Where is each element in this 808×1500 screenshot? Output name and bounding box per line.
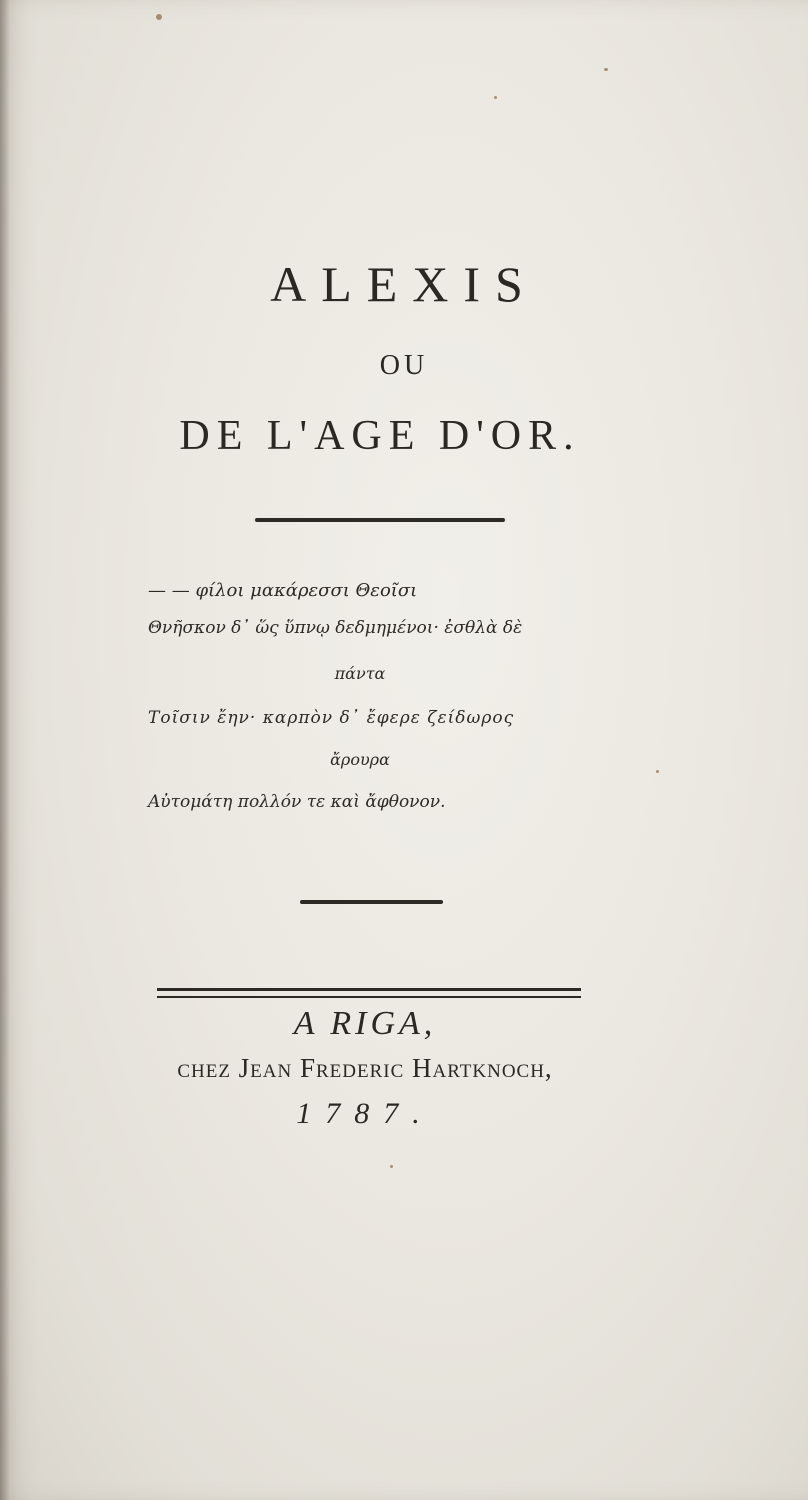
book-title: ALEXIS bbox=[270, 256, 538, 312]
epigraph-rule bbox=[300, 900, 443, 904]
paper-speck bbox=[656, 770, 659, 773]
title-conjunction: OU bbox=[379, 350, 429, 381]
paper-speck bbox=[604, 68, 608, 71]
paper-speck bbox=[390, 1165, 393, 1168]
epigraph-line-2-continuation: πάντα bbox=[334, 664, 386, 683]
epigraph-line-3-continuation: ἄρουρα bbox=[330, 750, 390, 769]
imprint-double-rule-bottom bbox=[157, 996, 581, 998]
epigraph-line-2: Θνῆσκον δ᾽ ὥς ὕπνῳ δεδμημένοι· ἐσθλὰ δὲ bbox=[148, 618, 523, 638]
imprint-double-rule-top bbox=[157, 988, 581, 991]
book-subtitle: DE L'AGE D'OR. bbox=[179, 413, 581, 459]
imprint-publisher: chez Jean Frederic Hartknoch, bbox=[177, 1053, 553, 1083]
imprint-place: A RIGA, bbox=[293, 1005, 437, 1042]
paper-speck bbox=[156, 14, 162, 20]
epigraph-line-3: Τοῖσιν ἔην· καρπὸν δ᾽ ἔφερε ζείδωρος bbox=[148, 708, 515, 728]
epigraph-line-4: Αὐτομάτη πολλόν τε καὶ ἄφθονον. bbox=[148, 792, 446, 812]
title-rule bbox=[255, 518, 505, 522]
paper-speck bbox=[494, 96, 497, 99]
imprint-year: 1787. bbox=[296, 1097, 434, 1130]
epigraph-line-1: — — φίλοι μακάρεσσι Θεοῖσι bbox=[148, 580, 418, 601]
